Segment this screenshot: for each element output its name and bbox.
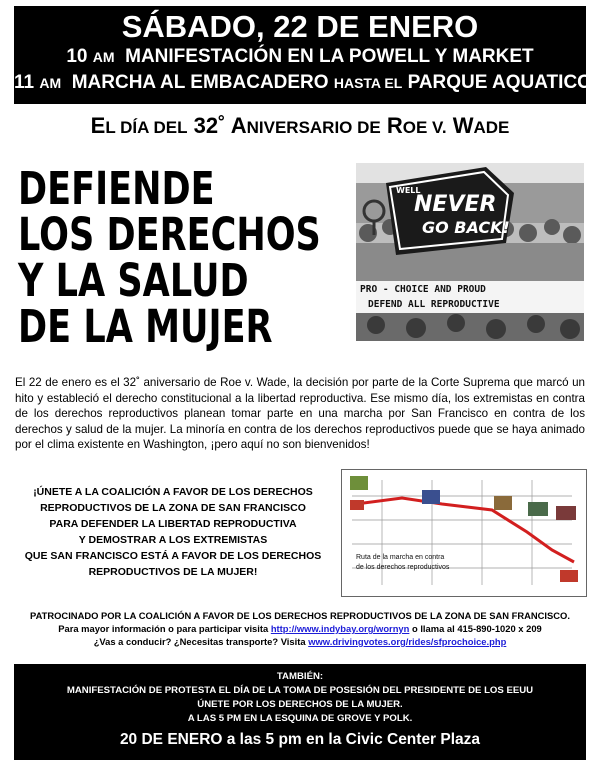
end-flag-icon [560, 570, 578, 582]
headline-line-4: DE LA MUJER [18, 300, 273, 353]
headline-line-2: LOS DERECHOS [18, 208, 321, 261]
march-time-line [14, 70, 592, 96]
rally-ampm: AM [92, 49, 115, 65]
map-photo-icon [350, 476, 368, 490]
rally-hour: 10 [66, 46, 88, 67]
sponsor-line: PATROCINADO POR LA COALICIÓN A FAVOR DE LOS DERECHOS REPRODUCTIVOS DE LA ZONA DE SAN FRANCISCO. [30, 610, 570, 621]
march-connector: HASTA EL [333, 75, 403, 91]
join-women-rights: ÚNETE POR LOS DERECHOS DE LA MUJER. [197, 699, 403, 710]
march-hour: 11 [14, 72, 35, 93]
march-photo [356, 163, 584, 341]
map-caption-line-1: Ruta de la marcha en contra [356, 554, 445, 561]
map-photo-icon [528, 502, 548, 516]
sign-line-2: DEFEND ALL REPRODUCTIVE [368, 299, 500, 310]
banner-text-top: NEVER [414, 192, 497, 217]
intro-paragraph: El 22 de enero es el 32˚ aniversario de Roe v. Wade, la decisión por parte de la Corte Suprema que marcó un hito y estableció el derecho constitucional a la libertad reproductiva. Ese mismo día, los extremistas en contra de los derechos reproductivos planean tomar parte en una marcha por San Francisco en contra de los derechos y salud de la mujer. La minoría en contra de los derechos reproductivos puede que se haya animado por el clima existente en Washington, ¡pero aquí no son bienvenidos! [15, 376, 585, 452]
indybay-link[interactable]: http://www.indybay.org/wornyn [270, 623, 410, 634]
additional-event-box [14, 664, 586, 760]
map-photo-icon [494, 496, 512, 510]
map-photo-icon [556, 506, 576, 520]
march-destination: PARQUE AQUATICO [407, 72, 592, 93]
rides-line: ¿Vas a conducir? ¿Necesitas transporte? Visita www.drivingvotes.org/rides/sfprochoice.php [93, 636, 507, 647]
march-route: MARCHA AL EMBACADERO [71, 72, 329, 93]
rally-time-line [14, 44, 586, 70]
protest-description: MANIFESTACIÓN DE PROTESTA EL DÍA DE LA TOMA DE POSESIÓN DEL PRESIDENTE DE LOS EEUU [66, 685, 534, 696]
headline-line-1: DEFIENDE [18, 162, 215, 215]
start-flag-icon [350, 500, 364, 510]
drivingvotes-link[interactable]: www.drivingvotes.org/rides/sfprochoice.php [308, 636, 507, 647]
banner-text-bottom: GO BACK! [422, 218, 510, 237]
banner-prefix: WELL [396, 186, 421, 195]
protest-date: 20 DE ENERO a las 5 pm en la Civic Center Plaza [119, 731, 481, 748]
sign-line-1: PRO - CHOICE AND PROUD [360, 284, 486, 295]
march-ampm: AM [39, 75, 62, 91]
headline-line-3: Y LA SALUD [18, 254, 249, 307]
join-coalition-callout: ¡ÚNETE A LA COALICIÓN A FAVOR DE LOS DERECHOS REPRODUCTIVOS DE LA ZONA DE SAN FRANCISCO PARA DEFENDER LA LIBERTAD REPRODUCTIVA Y DEMOSTRAR A LOS EXTREMISTAS QUE SAN FRANCISCO ESTÁ A FAVOR DE LOS DERECHOS REPRODUCTIVOS DE LA MUJER! [24, 486, 322, 578]
sponsor-info [0, 609, 600, 648]
main-headline [18, 162, 321, 353]
event-header-box [14, 6, 592, 104]
also-label: TAMBIÉN: [276, 671, 324, 682]
map-photo-icon [422, 490, 440, 504]
anniversary-subtitle: EL DÍA DEL 32˚ ANIVERSARIO DE ROE V. WADE [90, 113, 510, 138]
event-date: SÁBADO, 22 DE ENERO [121, 9, 479, 44]
march-route-map [341, 469, 587, 597]
contact-line: Para mayor información o para participar visita http://www.indybay.org/wornyn o llama al 415-890-1020 x 209 [58, 623, 542, 634]
rally-location: MANIFESTACIÓN EN LA POWELL Y MARKET [125, 46, 534, 67]
map-caption-line-2: de los derechos reproductivos [356, 564, 450, 571]
protest-location: A LAS 5 PM EN LA ESQUINA DE GROVE Y POLK. [187, 713, 413, 724]
